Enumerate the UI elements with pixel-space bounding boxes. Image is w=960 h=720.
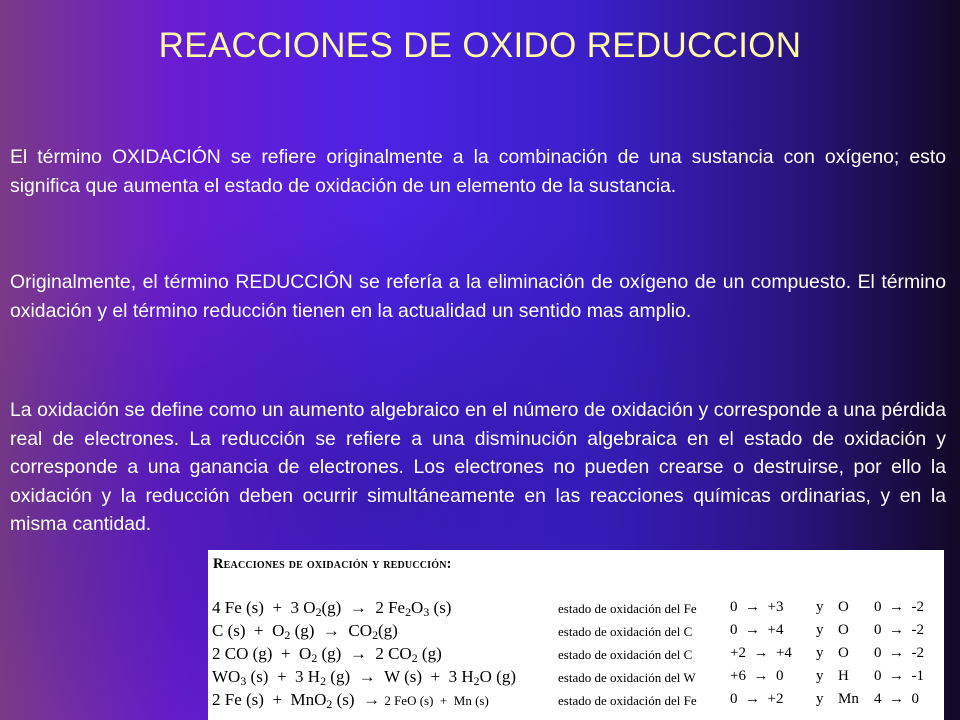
reduced-element: H [838,668,849,684]
paragraph-reduction: Originalmente, el término REDUCCIÓN se refería a la eliminación de oxígeno de un compuesto. El término oxidación y el término reducción tienen en la actualidad un sentido mas amplio. [10,271,946,322]
oxidation-state-label: estado de oxidación del Fe [558,601,697,616]
conjunction-y: y [816,668,824,684]
oxidation-state-label: estado de oxidación del C [558,647,693,662]
reduction-change: 0 → -2 [874,599,924,615]
paragraph-oxidation: El término OXIDACIÓN se refiere originalmente a la combinación de una sustancia con oxígeno; esto significa que aumenta el estado de oxidación de un elemento de la sustancia. [10,146,946,197]
table-row [212,690,942,712]
reduced-element: Mn [838,691,859,707]
conjunction-y: y [816,645,824,661]
oxidation-state-label: estado de oxidación del Fe [558,693,697,708]
reaction-equation: C $(s) + O_2$ $(g) \to CO_2(g)$ [212,621,398,642]
conjunction-y: y [816,599,824,615]
oxidation-state-label: estado de oxidación del C [558,624,693,639]
oxidation-change: +6 → 0 [730,668,784,684]
oxidation-change: +2 → +4 [730,645,792,661]
reduction-change: 0 → -2 [874,622,924,638]
reduced-element: O [838,599,849,615]
reaction-equation: 2 CO $(g) + O_2$ (g) → 2 $CO_2$ (g) [212,644,442,665]
oxidation-state-label: estado de oxidación del W [558,670,696,685]
table-row [212,598,942,620]
reaction-equation: $WO_3$ (s) + 3 $H_2$ (g) → W (s) + 3 $H_2O$ (g) [212,667,516,688]
reduction-change: 0 → -1 [874,668,924,684]
oxidation-change: 0 → +4 [730,622,784,638]
reaction-equation: 2 Fe (s) + MnO$_2$ (s) → 2 FeO (s) + Mn (s) [212,690,489,711]
reduction-change: 4 → 0 [874,691,919,707]
table-heading: Reacciones de oxidación y reducción: [213,556,452,572]
reaction-equation: 4 Fe (s) + 3 $O_2(g) \to 2$ $Fe_2O_3$ (s) [212,598,452,619]
table-row [212,621,942,643]
redox-reactions-table [208,550,944,720]
reduced-element: O [838,622,849,638]
conjunction-y: y [816,622,824,638]
paragraph-definition: La oxidación se define como un aumento algebraico en el número de oxidación y corresponde a una pérdida real de electrones. La reducción se refiere a una disminución algebraica en el estado de oxidación y corresponde a una ganancia de electrones. Los electrones no pueden crearse o destruirse, por ello la oxidación y la reducción deben ocurrir simultáneamente en las reacciones químicas ordinarias, y en la misma cantidad. [10,399,946,535]
table-row [212,644,942,666]
slide-title: REACCIONES DE OXIDO REDUCCION [158,26,802,65]
oxidation-change: 0 → +3 [730,599,784,615]
conjunction-y: y [816,691,824,707]
reduced-element: O [838,645,849,661]
oxidation-change: 0 → +2 [730,691,784,707]
table-row [212,667,942,689]
reduction-change: 0 → -2 [874,645,924,661]
